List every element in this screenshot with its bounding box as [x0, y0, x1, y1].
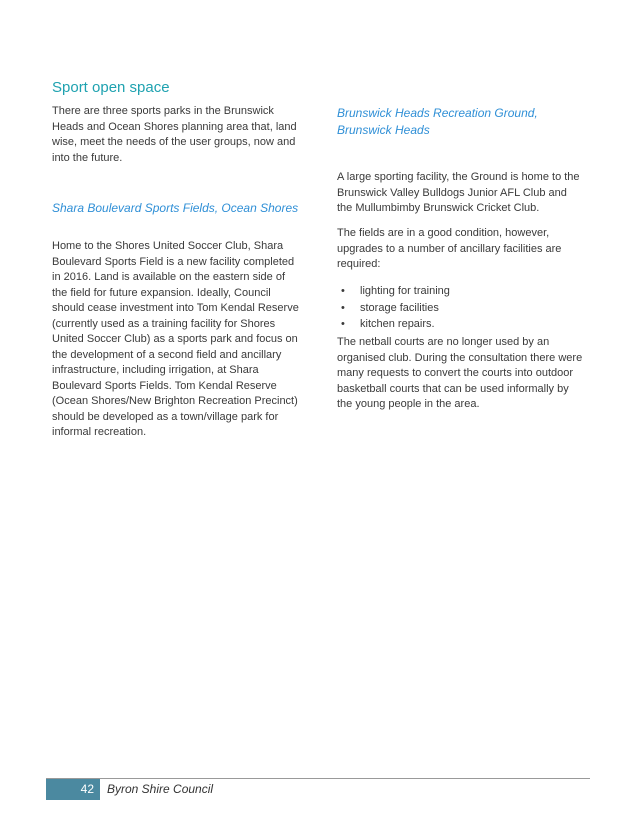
list-item-text: lighting for training: [360, 285, 450, 297]
bullet-icon: •: [341, 285, 345, 297]
brunswick-paragraph-3: The netball courts are no longer used by an organised club. During the consultation there were many requests to convert the courts into outdoor basketball courts that can be used informally by the young people in the area.: [337, 336, 583, 410]
shara-paragraph: Home to the Shores United Soccer Club, Shara Boulevard Sports Field is a new facility completed in 2016. Land is available on the eastern side of the field for future expansion. Ideally, Council should cease investment into Tom Kendal Reserve (currently used as a training facility for Shores United Soccer Club) as a sports park and focus on the development of a second field and ancillary infrastructure, including irrigation, at Shara Boulevard Sports Fields. Tom Kendal Reserve (Ocean Shores/New Brighton Recreation Precinct) should be developed as a town/village park for informal recreation.: [52, 240, 299, 438]
brunswick-paragraph-1: A large sporting facility, the Ground is home to the Brunswick Valley Bulldogs Junior AFL Club and the Mullumbimby Brunswick Cricket Club.: [337, 171, 580, 214]
intro-paragraph: There are three sports parks in the Brunswick Heads and Ocean Shores planning area that, land wise, meet the needs of the user groups, now and into the future.: [52, 105, 297, 164]
bullet-icon: •: [341, 301, 345, 314]
list-item-text: kitchen repairs.: [360, 318, 435, 330]
brunswick-paragraph-2: The fields are in a good condition, however, upgrades to a number of ancillary facilities are required:: [337, 227, 562, 270]
brunswick-heading: Brunswick Heads Recreation Ground, Brunswick Heads: [337, 106, 538, 137]
shara-heading: Shara Boulevard Sports Fields, Ocean Shores: [52, 201, 299, 215]
footer-divider: [46, 778, 590, 779]
footer-organisation: Byron Shire Council: [107, 782, 214, 796]
upgrade-list: [337, 283, 450, 333]
list-item: [337, 316, 450, 333]
page-number: 42: [80, 782, 94, 796]
bullet-icon: •: [341, 318, 345, 330]
section-title: Sport open space: [52, 79, 170, 96]
list-item: [337, 300, 450, 317]
list-item-text: storage facilities: [360, 301, 439, 314]
list-item: [337, 283, 450, 300]
